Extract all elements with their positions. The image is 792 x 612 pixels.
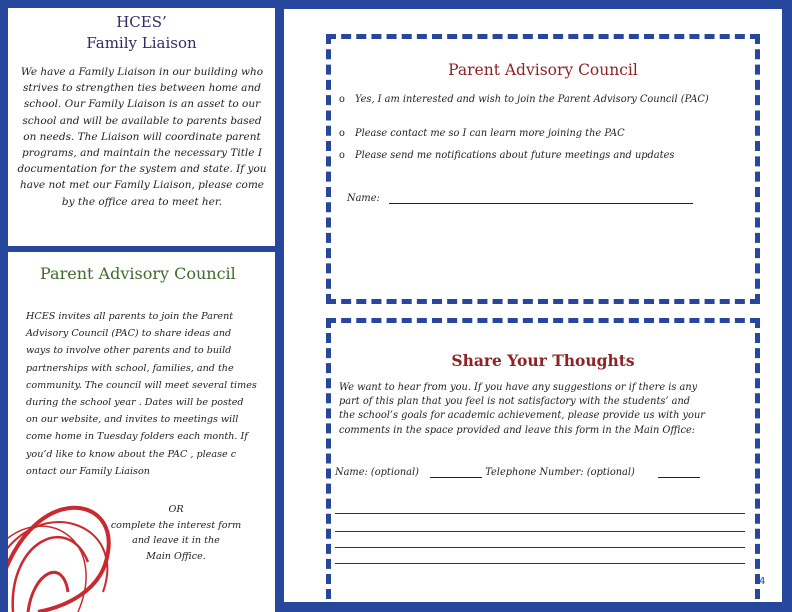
phone-label: Telephone Number: (optional) [485,467,635,478]
option-notifications-label: Please send me notifications about future meetings and updates [355,150,675,161]
pac-info-body [26,308,258,480]
comment-line[interactable] [335,547,745,548]
name-field-row [347,193,693,204]
title-line-1: HCES’ [116,13,167,31]
pac-form-title: Parent Advisory Council [448,61,638,79]
share-thoughts-form [326,318,760,599]
comment-line[interactable] [335,563,745,564]
share-title: Share Your Thoughts [451,351,635,370]
option-join-pac[interactable] [339,93,739,107]
optional-name-input-line[interactable] [430,467,482,478]
center-frame [275,0,284,612]
complete-line-3: Main Office. [146,550,206,562]
share-body: We want to hear from you. If you have any suggestions or if there is any part of this plan that you feel is not satisfactory with the students’ and the school’s goals for academic achievement, please provide us with your comments in the space provided and leave this form in the Main Office: [339,382,705,436]
or-label: OR [168,504,184,515]
right-frame [782,0,792,612]
optional-name-label: Name: (optional) [335,467,419,478]
family-liaison-title [8,12,275,54]
comment-line[interactable] [335,513,745,514]
family-liaison-panel [8,8,275,246]
page-number: 4 [759,576,766,587]
family-liaison-body: We have a Family Liaison in our building who strives to strengthen ties between home and school. Our Family Liaison is an asset to our school and will be available to parents based on needs. The Liaison will coordinate parent programs, and maintain the necessary Title I documentation for the system and state. If you have not met our Family Liaison, please come by the office area to meet her. [17,66,267,208]
option-checkbox-icon[interactable]: o [339,128,345,139]
option-contact-me[interactable] [339,127,739,141]
comment-line[interactable] [335,531,745,532]
pac-info-panel [8,252,275,612]
option-checkbox-icon[interactable]: o [339,94,345,105]
option-checkbox-icon[interactable]: o [339,150,345,161]
title-line-2: Family Liaison [86,34,197,52]
name-input-line[interactable] [389,193,693,204]
share-contact-row [335,467,755,478]
complete-line-2: and leave it in the [132,535,220,546]
name-label: Name: [347,193,380,204]
option-notifications[interactable] [339,149,739,163]
option-contact-label: Please contact me so I can learn more joining the PAC [355,128,625,139]
pac-info-paragraph: HCES invites all parents to join the Parent Advisory Council (PAC) to share ideas and ways to involve other parents and to build partnerships with school, families, and the community. The council will meet several times during the school year . Dates will be posted on our website, and invites to meetings will come home in Tuesday folders each month. If you’d like to know about the PAC , please c ontact our Family Liaison [26,311,257,477]
top-frame [275,0,792,9]
pac-info-or-block [106,502,246,564]
pac-interest-form [326,34,760,304]
pac-info-title: Parent Advisory Council [40,264,236,283]
complete-line-1: complete the interest form [110,519,242,531]
option-join-label: Yes, I am interested and wish to join the Parent Advisory Council (PAC) [355,94,709,105]
phone-input-line[interactable] [658,467,700,478]
bottom-frame [275,602,792,612]
